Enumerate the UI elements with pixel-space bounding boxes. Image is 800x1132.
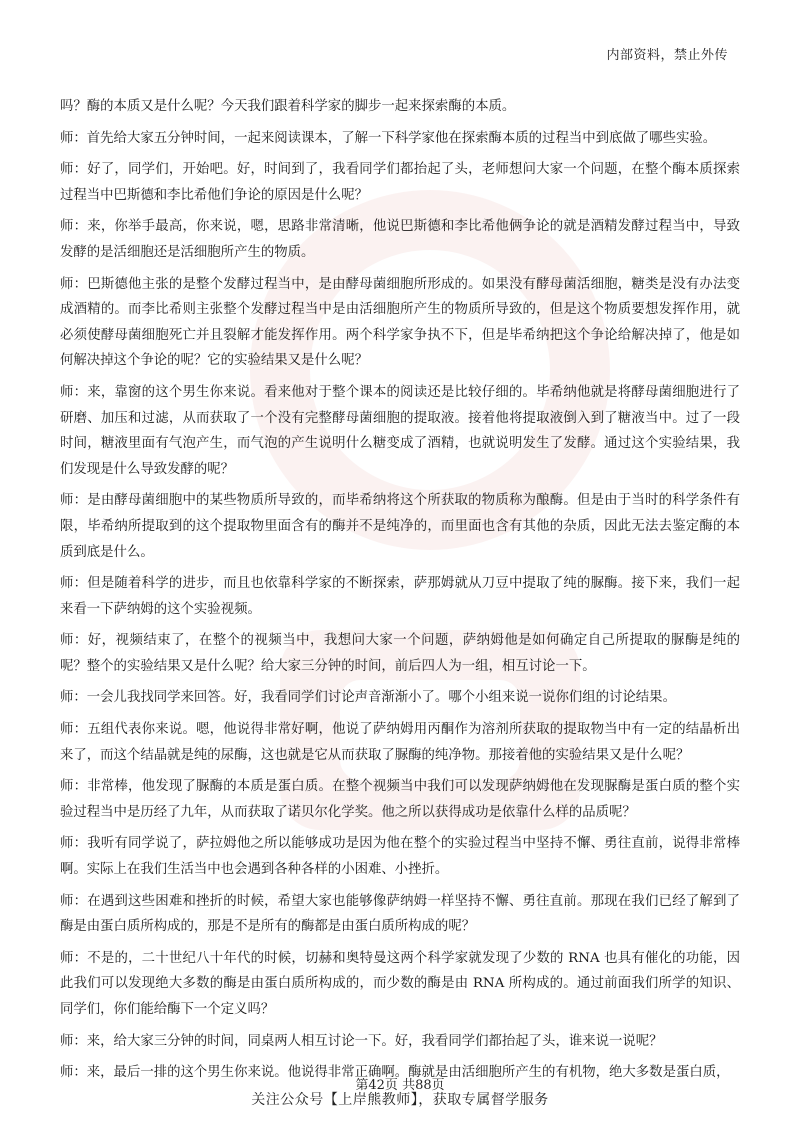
paragraph: 吗？酶的本质又是什么呢？今天我们跟着科学家的脚步一起来探索酶的本质。 xyxy=(60,99,516,114)
paragraph: 师：我听有同学说了，萨拉姆他之所以能够成功是因为他在整个的实验过程当中坚持不懈、勇往直前，说得非常棒啊。实际上在我们生活当中也会遇到各种各样的小困难、小挫折。 xyxy=(60,836,740,878)
footer-promo-note: 关注公众号【上岸熊教师】，获取专属督学服务 xyxy=(251,1092,549,1108)
paragraph: 师：在遇到这些困难和挫折的时候，希望大家也能够像萨纳姆一样坚持不懈、勇往直前。那现在我们已经了解到了酶是由蛋白质所构成的，那是不是所有的酶都是由蛋白质所构成的呢？ xyxy=(60,893,740,935)
paragraph: 师：来，你举手最高，你来说，嗯，思路非常清晰，他说巴斯德和李比希他俩争论的就是酒精发酵过程当中，导致发酵的是活细胞还是活细胞所产生的物质。 xyxy=(60,219,740,260)
paragraph: 师：好了，同学们，开始吧。好，时间到了，我看同学们都抬起了头，老师想问大家一个问题，在整个酶本质探索过程当中巴斯德和李比希他们争论的原因是什么呢？ xyxy=(60,162,740,203)
page-number: 第42页 共88页 xyxy=(355,1078,445,1093)
paragraph: 师：来，给大家三分钟的时间，同桌两人相互讨论一下。好，我看同学们都抬起了头，谁来说一说呢？ xyxy=(60,1033,663,1049)
paragraph: 师：非常棒，他发现了脲酶的本质是蛋白质。在整个视频当中我们可以发现萨纳姆他在发现脲酶是蛋白质的整个实验过程当中是历经了九年，从而获取了诺贝尔化学奖。他之所以获得成功是依靠什么样的品质呢？ xyxy=(60,779,740,820)
document-body xyxy=(60,94,740,1092)
paragraph: 师：好，视频结束了，在整个的视频当中，我想问大家一个问题，萨纳姆他是如何确定自己所提取的脲酶是纯的呢？整个的实验结果又是什么呢？给大家三分钟的时间，前后四人为一组，相互讨论一下。 xyxy=(60,633,740,674)
paragraph: 师：来，最后一排的这个男生你来说。他说得非常正确啊。酶就是由活细胞所产生的有机物，绝大多数是蛋白质， xyxy=(60,1065,730,1081)
paragraph: 师：不是的，二十世纪八十年代的时候，切赫和奥特曼这两个科学家就发现了少数的 RNA 也具有催化的功能，因此我们可以发现绝大多数的酶是由蛋白质所构成的，而少数的酶是由 RNA 所构成的。通过前面我们所学的知识、同学们，你们能给酶下一个定义吗？ xyxy=(60,950,740,1017)
confidential-note: 内部资料，禁止外传 xyxy=(606,48,728,63)
paragraph: 师：但是随着科学的进步，而且也依靠科学家的不断探索，萨那姆就从刀豆中提取了纯的脲酶。接下来，我们一起来看一下萨纳姆的这个实验视频。 xyxy=(60,576,740,617)
paragraph: 师：五组代表你来说。嗯，他说得非常好啊，他说了萨纳姆用丙酮作为溶剂所获取的提取物当中有一定的结晶析出来了，而这个结晶就是纯的尿酶，这也就是它从而获取了脲酶的纯净物。那接着他的实验结果又是什么呢？ xyxy=(60,722,740,763)
paragraph: 师：一会儿我找同学来回答。好，我看同学们讨论声音渐渐小了。哪个小组来说一说你们组的讨论结果。 xyxy=(60,690,676,706)
paragraph: 师：巴斯德他主张的是整个发酵过程当中，是由酵母菌细胞所形成的。如果没有酵母菌活细胞，糖类是没有办法变成酒精的。而李比希则主张整个发酵过程当中是由活细胞所产生的物质所导致的，但是这个物质要想发挥作用，就必须使酵母菌细胞死亡并且裂解才能发挥作用。两个科学家争执不下，但是毕希纳把这个争论给解决掉了，他是如何解决掉这个争论的呢？它的实验结果又是什么呢？ xyxy=(60,276,740,369)
paragraph: 师：来，靠窗的这个男生你来说。看来他对于整个课本的阅读还是比较仔细的。毕希纳他就是将酵母菌细胞进行了研磨、加压和过滤，从而获取了一个没有完整酵母菌细胞的提取液。接着他将提取液倒入到了糖液当中。过了一段时间，糖液里面有气泡产生，而气泡的产生说明什么糖变成了酒精，也就说明发生了发酵。通过这个实验结果，我们发现是什么导致发酵的呢？ xyxy=(60,384,740,477)
paragraph: 师：是由酵母菌细胞中的某些物质所导致的，而毕希纳将这个所获取的物质称为酿酶。但是由于当时的科学条件有限，毕希纳所提取到的这个提取物里面含有的酶并不是纯净的，而里面也含有其他的杂质，因此无法去鉴定酶的本质到底是什么。 xyxy=(60,493,740,560)
paragraph: 师：首先给大家五分钟时间，一起来阅读课本，了解一下科学家他在探索酶本质的过程当中到底做了哪些实验。 xyxy=(60,130,717,146)
